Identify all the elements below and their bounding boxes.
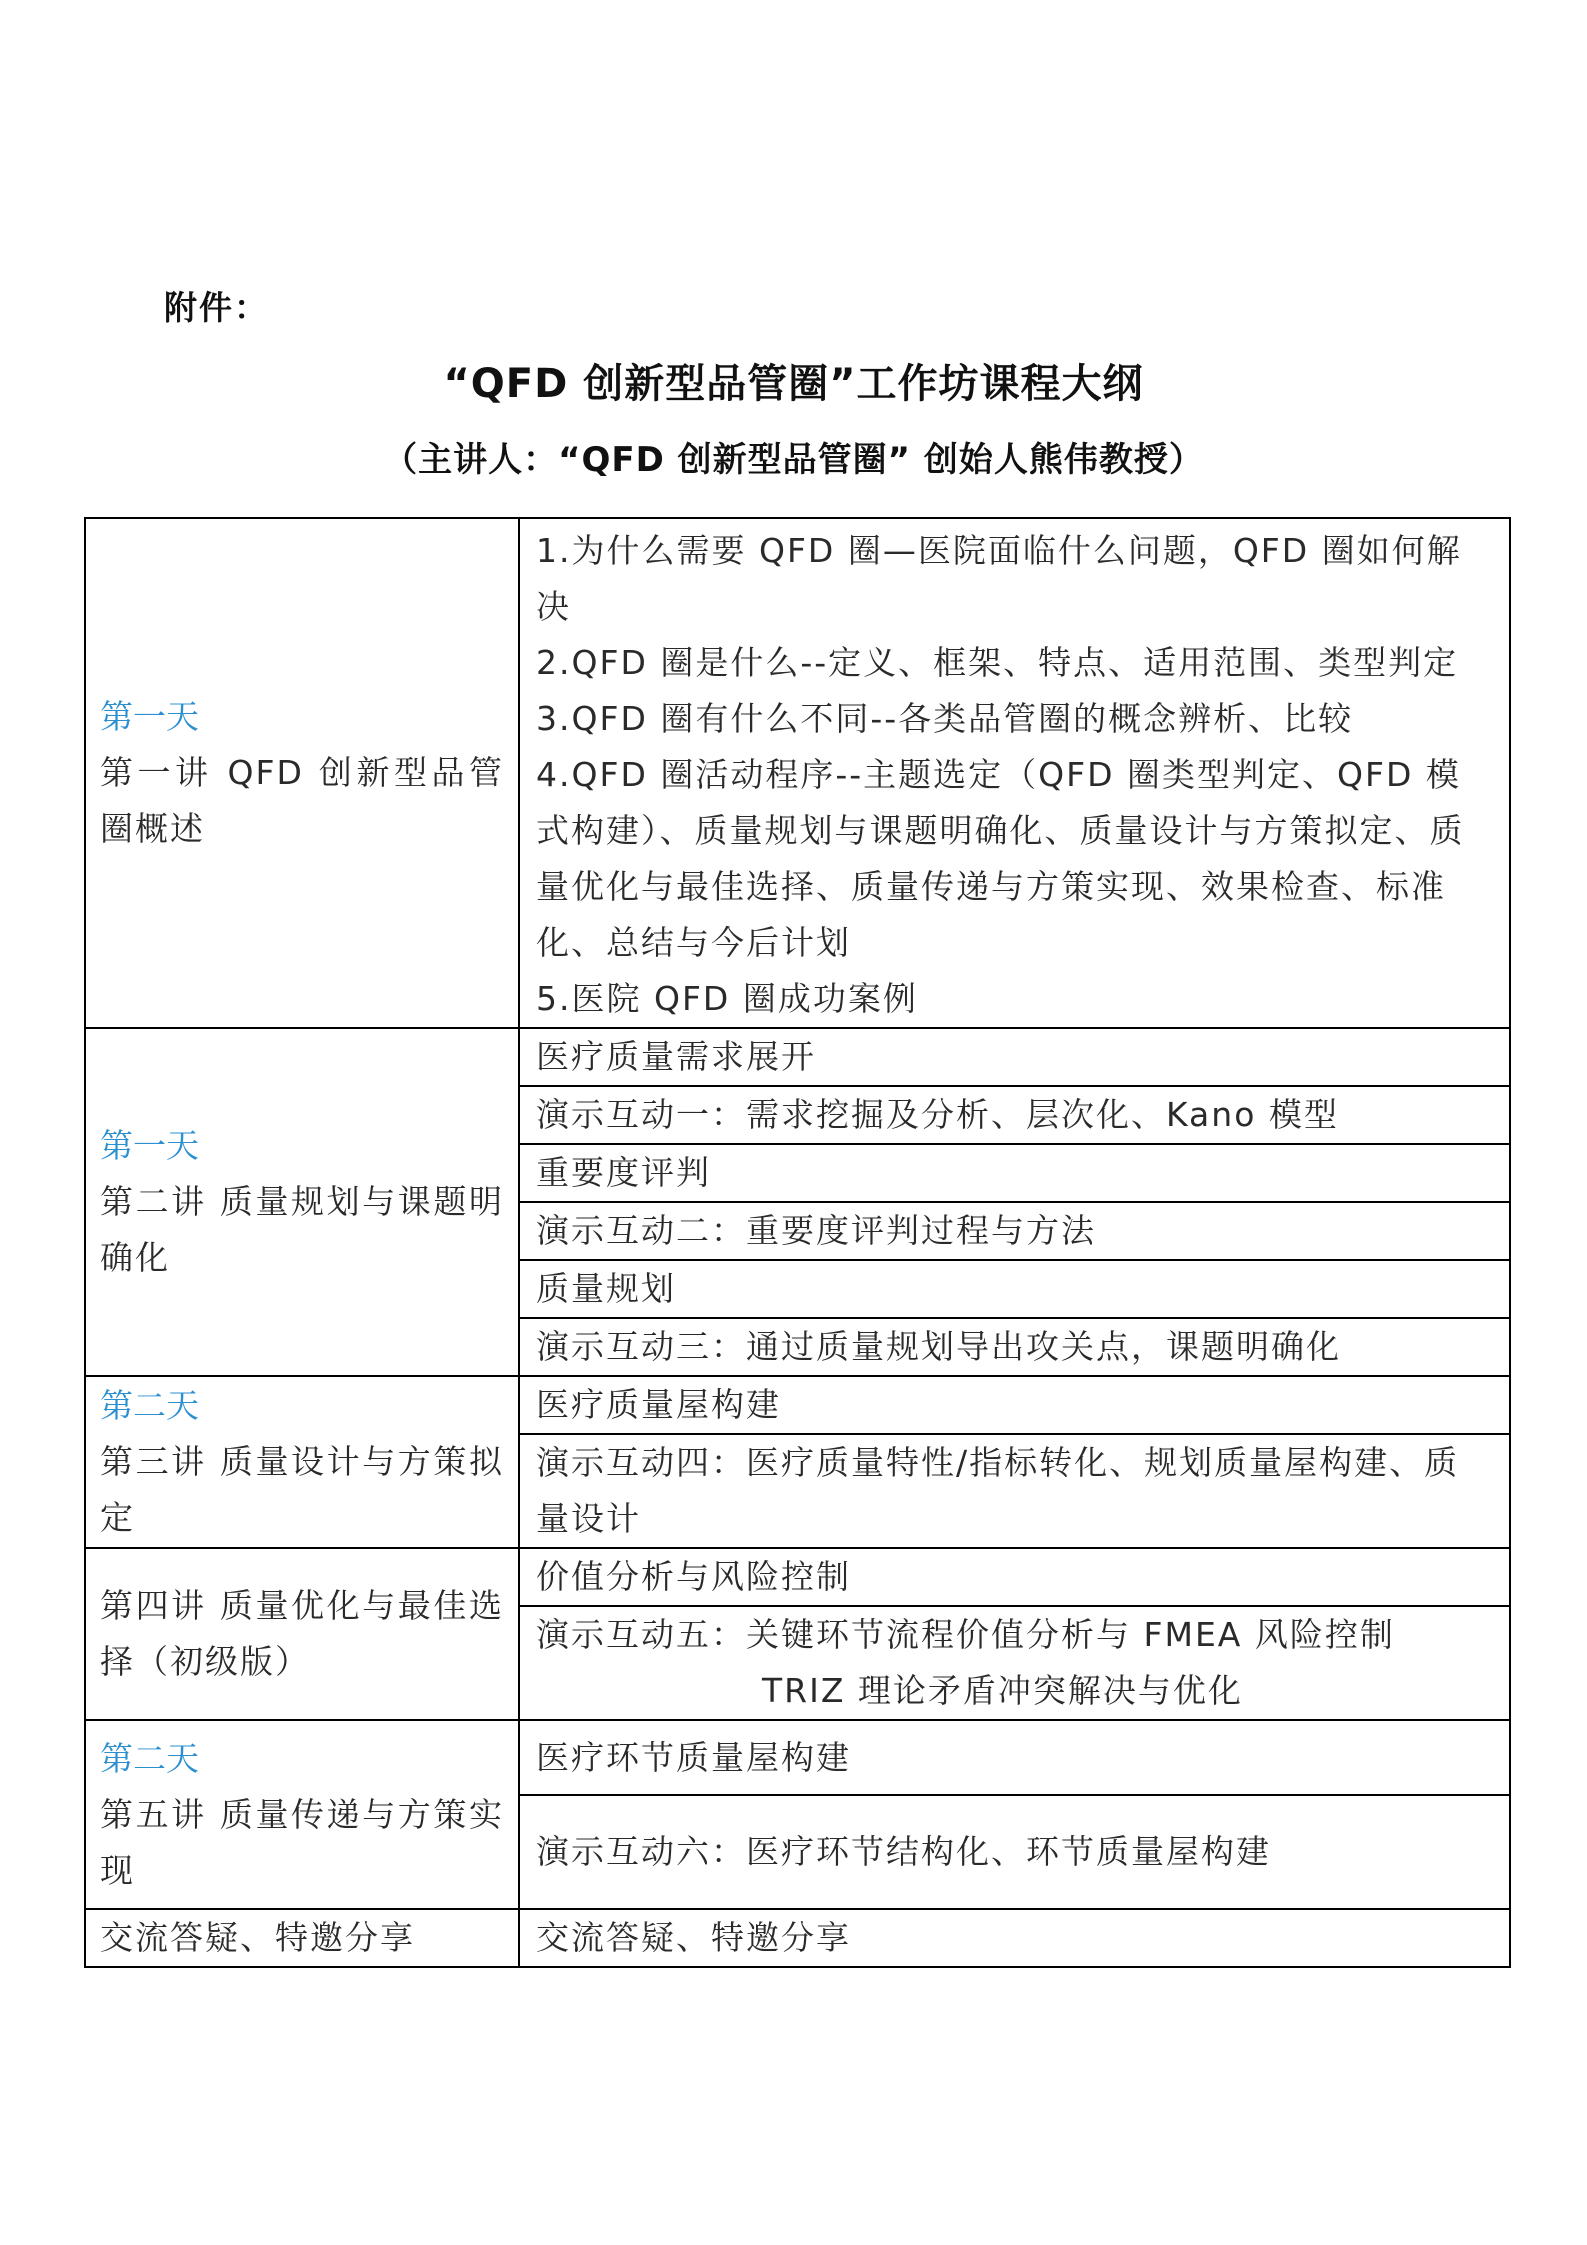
- section-5-title-cell: [85, 1720, 519, 1909]
- day-label: 第二天: [100, 1738, 199, 1778]
- list-item: 医疗环节质量屋构建: [519, 1720, 1510, 1795]
- table-row: [85, 1028, 1510, 1086]
- table-row: [85, 1376, 1510, 1434]
- list-item: 重要度评判: [519, 1144, 1510, 1202]
- list-item: 医疗质量屋构建: [519, 1376, 1510, 1434]
- list-item: 演示互动五：关键环节流程价值分析与 FMEA 风险控制 TRIZ 理论矛盾冲突解决与优化: [519, 1606, 1510, 1720]
- lecture-title: 第四讲 质量优化与最佳选择（初级版）: [100, 1586, 504, 1681]
- table-row: [85, 1909, 1510, 1967]
- lecture-title: 第二讲 质量规划与课题明确化: [100, 1182, 504, 1277]
- list-item: 1.为什么需要 QFD 圈—医院面临什么问题，QFD 圈如何解决: [536, 531, 1462, 626]
- lecture-title: 第一讲 QFD 创新型品管圈概述: [100, 753, 504, 848]
- attachment-label: 附件：: [164, 288, 269, 327]
- list-item: 2.QFD 圈是什么--定义、框架、特点、适用范围、类型判定: [536, 643, 1459, 682]
- list-item: 5.医院 QFD 圈成功案例: [536, 979, 918, 1018]
- table-row: [85, 1548, 1510, 1606]
- lecture-title: 第五讲 质量传递与方策实现: [100, 1794, 504, 1890]
- list-item: 医疗质量需求展开: [519, 1028, 1510, 1086]
- day-label: 第二天: [100, 1386, 199, 1425]
- section-1-content-cell: [519, 518, 1510, 1028]
- list-item: 质量规划: [519, 1260, 1510, 1318]
- section-2-title-cell: [85, 1028, 519, 1376]
- list-item: 交流答疑、特邀分享: [519, 1909, 1510, 1967]
- table-row: [85, 518, 1510, 1028]
- lecture-title: 第三讲 质量设计与方策拟定: [100, 1442, 504, 1537]
- course-outline-table: [84, 517, 1511, 1968]
- section-4-title-cell: [85, 1548, 519, 1720]
- section-6-title-cell: [85, 1909, 519, 1967]
- lecture-title: 交流答疑、特邀分享: [100, 1918, 415, 1957]
- section-1-title-cell: [85, 518, 519, 1028]
- list-item: 3.QFD 圈有什么不同--各类品管圈的概念辨析、比较: [536, 699, 1354, 738]
- list-item: 4.QFD 圈活动程序--主题选定（QFD 圈类型判定、QFD 模式构建）、质量规划与课题明确化、质量设计与方策拟定、质量优化与最佳选择、质量传递与方策实现、效果检查、标准化、总结与今后计划: [536, 755, 1465, 962]
- list-item: 演示互动六：医疗环节结构化、环节质量屋构建: [519, 1795, 1510, 1909]
- document-subtitle: （主讲人：“QFD 创新型品管圈” 创始人熊伟教授）: [383, 440, 1204, 480]
- list-item: 价值分析与风险控制: [519, 1548, 1510, 1606]
- list-item: 演示互动三：通过质量规划导出攻关点，课题明确化: [519, 1318, 1510, 1376]
- table-row: [85, 1720, 1510, 1795]
- day-label: 第一天: [100, 1126, 199, 1165]
- list-item: 演示互动一：需求挖掘及分析、层次化、Kano 模型: [519, 1086, 1510, 1144]
- section-3-title-cell: [85, 1376, 519, 1548]
- day-label: 第一天: [100, 697, 199, 736]
- list-item: 演示互动二：重要度评判过程与方法: [519, 1202, 1510, 1260]
- list-item: 演示互动四：医疗质量特性/指标转化、规划质量屋构建、质量设计: [519, 1434, 1510, 1548]
- document-title: “QFD 创新型品管圈”工作坊课程大纲: [443, 361, 1144, 407]
